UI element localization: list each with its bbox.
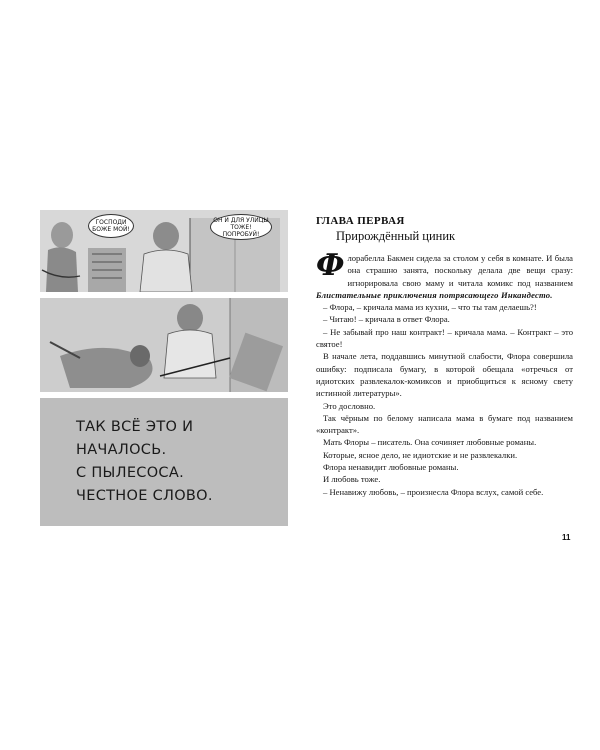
comic-panel-1 bbox=[40, 210, 288, 292]
page-number: 11 bbox=[562, 533, 571, 542]
paragraph-6: Это дословно. bbox=[323, 400, 376, 411]
comic-caption bbox=[40, 398, 288, 526]
body-text bbox=[316, 248, 573, 498]
comic-illustration-2 bbox=[40, 298, 288, 392]
paragraph-11: И любовь тоже. bbox=[323, 474, 381, 485]
caption-line-2: С ПЫЛЕСОСА. bbox=[76, 465, 184, 481]
paragraph-4: – Не забывай про наш контракт! – кричала мама. – Контракт – это святое! bbox=[316, 326, 573, 350]
paragraph-10: Флора ненавидит любовные романы. bbox=[323, 462, 459, 473]
paragraph-5: В начале лета, поддавшись минутной слабости, Флора совершила ошибку: подписала бумагу, в которой обещала «отречься от идиотских развлекалок-комиксов и приобщиться к ясному свету истинной литературы». bbox=[316, 351, 573, 399]
paragraph-2: – Флора, – кричала мама из кухни, – что ты там делаешь?! bbox=[323, 302, 537, 313]
paragraph-1-text: лорабелла Бакмен сидела за столом у себя в комнате. И была она страшно занята, поскольку делала две вещи сразу: игнорировала свою маму и читала комикс под названием bbox=[347, 253, 573, 288]
speech-bubble-mother: ГОСПОДИ БОЖЕ МОЙ! bbox=[88, 214, 134, 238]
paragraph-1 bbox=[316, 248, 573, 301]
paragraph-12: – Ненавижу любовь, – произнесла Флора вслух, самой себе. bbox=[323, 486, 544, 497]
paragraph-7: Так чёрным по белому написала мама в бумаге под названием «контракт». bbox=[316, 412, 573, 436]
chapter-title: Прирождённый циник bbox=[336, 229, 456, 243]
paragraph-9: Которые, ясное дело, не идиотские и не развлекалки. bbox=[323, 449, 518, 460]
drop-cap: Ф bbox=[316, 248, 345, 283]
chapter-label: ГЛАВА ПЕРВАЯ bbox=[316, 215, 405, 227]
paragraph-3: – Читаю! – кричала в ответ Флора. bbox=[323, 314, 450, 325]
speech-bubble-salesman: ОН И ДЛЯ УЛИЦЫ ТОЖЕ! ПОПРОБУЙ! bbox=[210, 214, 272, 240]
caption-line-1: ТАК ВСЁ ЭТО И НАЧАЛОСЬ. bbox=[76, 419, 194, 458]
caption-line-3: ЧЕСТНОЕ СЛОВО. bbox=[76, 488, 213, 504]
comic-panel-2 bbox=[40, 298, 288, 392]
paragraph-8: Мать Флоры – писатель. Она сочиняет любовные романы. bbox=[323, 437, 537, 448]
comic-book-title: Блистательные приключения потрясающего Инкандесто. bbox=[316, 289, 553, 300]
comic-panel-3 bbox=[40, 398, 288, 526]
